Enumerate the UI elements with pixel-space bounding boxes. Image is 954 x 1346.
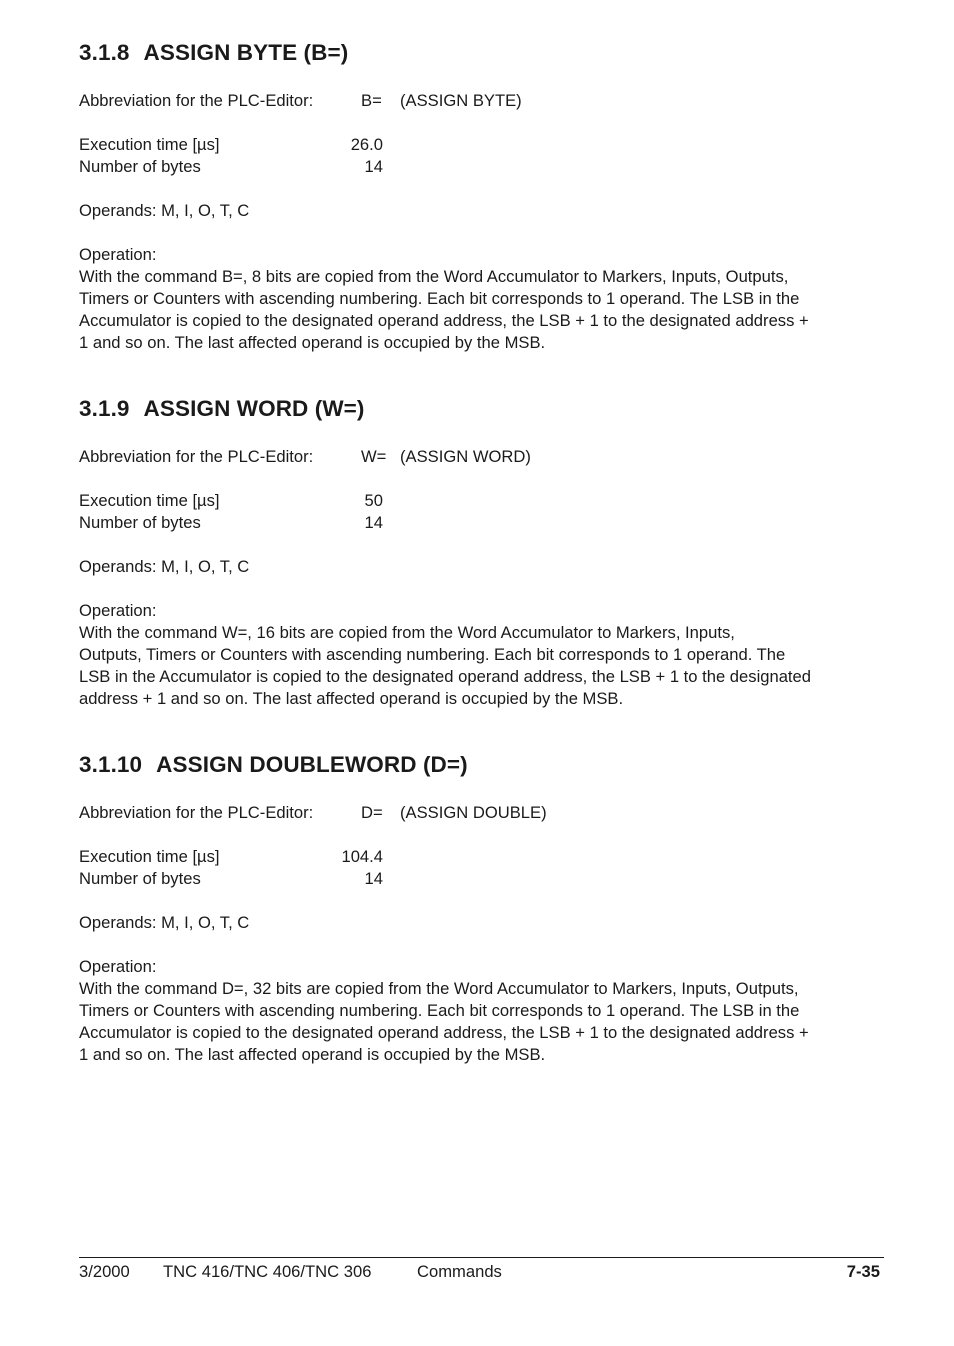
number-of-bytes-row — [79, 512, 884, 534]
operation-text-line: Timers or Counters with ascending numbering. Each bit corresponds to 1 operand. The LSB in the — [79, 1001, 800, 1020]
abbreviation-label: Abbreviation for the PLC-Editor: — [79, 447, 314, 466]
abbreviation-line — [79, 446, 884, 468]
execution-time-label: Execution time [µs] — [79, 847, 220, 866]
section-heading — [79, 39, 884, 67]
operation-description — [79, 978, 884, 1066]
number-of-bytes-value: 14 — [364, 869, 383, 888]
operation-label: Operation: — [79, 601, 157, 620]
footer-date: 3/2000 — [79, 1262, 130, 1281]
operation-label: Operation: — [79, 957, 157, 976]
operation-description — [79, 622, 884, 710]
section-title: ASSIGN WORD (W=) — [143, 396, 365, 421]
section-number: 3.1.10 — [79, 752, 143, 777]
operation-text-line: 1 and so on. The last affected operand is occupied by the MSB. — [79, 333, 546, 352]
operation-text-line: address + 1 and so on. The last affected operand is occupied by the MSB. — [79, 689, 624, 708]
abbreviation-line — [79, 802, 884, 824]
section-number: 3.1.9 — [79, 396, 130, 421]
abbreviation-line — [79, 90, 884, 112]
execution-time-row — [79, 490, 884, 512]
footer-chapter: Commands — [417, 1262, 502, 1281]
abbreviation-code: B= — [361, 91, 382, 110]
page-footer — [79, 1261, 884, 1283]
section-assign-doubleword — [79, 751, 884, 1066]
section-heading — [79, 395, 884, 423]
abbreviation-name: (ASSIGN BYTE) — [400, 91, 522, 110]
operation-text-line: With the command W=, 16 bits are copied from the Word Accumulator to Markers, Inputs, — [79, 623, 735, 642]
section-title: ASSIGN DOUBLEWORD (D=) — [156, 752, 468, 777]
operation-text-line: Accumulator is copied to the designated operand address, the LSB + 1 to the designated address + — [79, 1023, 809, 1042]
operation-description — [79, 266, 884, 354]
operands-line: Operands: M, I, O, T, C — [79, 557, 250, 576]
abbreviation-label: Abbreviation for the PLC-Editor: — [79, 91, 314, 110]
footer-model: TNC 416/TNC 406/TNC 306 — [163, 1262, 372, 1281]
section-assign-word — [79, 395, 884, 710]
operation-text-line: 1 and so on. The last affected operand is occupied by the MSB. — [79, 1045, 546, 1064]
page-number: 7-35 — [846, 1262, 880, 1281]
operation-label: Operation: — [79, 245, 157, 264]
execution-time-row — [79, 846, 884, 868]
section-assign-byte — [79, 39, 884, 354]
execution-time-label: Execution time [µs] — [79, 491, 220, 510]
execution-time-row — [79, 134, 884, 156]
execution-time-value: 50 — [364, 491, 383, 510]
abbreviation-code: D= — [361, 803, 383, 822]
section-title: ASSIGN BYTE (B=) — [143, 40, 349, 65]
operation-text-line: Accumulator is copied to the designated operand address, the LSB + 1 to the designated address + — [79, 311, 809, 330]
execution-time-value: 26.0 — [350, 135, 383, 154]
operation-text-line: Timers or Counters with ascending numbering. Each bit corresponds to 1 operand. The LSB in the — [79, 289, 800, 308]
abbreviation-name: (ASSIGN WORD) — [400, 447, 531, 466]
abbreviation-code: W= — [361, 447, 387, 466]
number-of-bytes-label: Number of bytes — [79, 869, 201, 888]
operation-text-line: With the command D=, 32 bits are copied from the Word Accumulator to Markers, Inputs, Outputs, — [79, 979, 799, 998]
operation-text-line: LSB in the Accumulator is copied to the designated operand address, the LSB + 1 to the designated — [79, 667, 812, 686]
operands-line: Operands: M, I, O, T, C — [79, 201, 250, 220]
execution-time-label: Execution time [µs] — [79, 135, 220, 154]
number-of-bytes-label: Number of bytes — [79, 513, 201, 532]
execution-time-value: 104.4 — [341, 847, 383, 866]
operation-text-line: With the command B=, 8 bits are copied from the Word Accumulator to Markers, Inputs, Outputs, — [79, 267, 789, 286]
number-of-bytes-row — [79, 868, 884, 890]
section-number: 3.1.8 — [79, 40, 130, 65]
abbreviation-name: (ASSIGN DOUBLE) — [400, 803, 547, 822]
number-of-bytes-value: 14 — [364, 157, 383, 176]
number-of-bytes-label: Number of bytes — [79, 157, 201, 176]
number-of-bytes-row — [79, 156, 884, 178]
number-of-bytes-value: 14 — [364, 513, 383, 532]
operands-line: Operands: M, I, O, T, C — [79, 913, 250, 932]
operation-text-line: Outputs, Timers or Counters with ascending numbering. Each bit corresponds to 1 operand. The — [79, 645, 786, 664]
section-heading — [79, 751, 884, 779]
abbreviation-label: Abbreviation for the PLC-Editor: — [79, 803, 314, 822]
footer-divider — [79, 1257, 884, 1258]
